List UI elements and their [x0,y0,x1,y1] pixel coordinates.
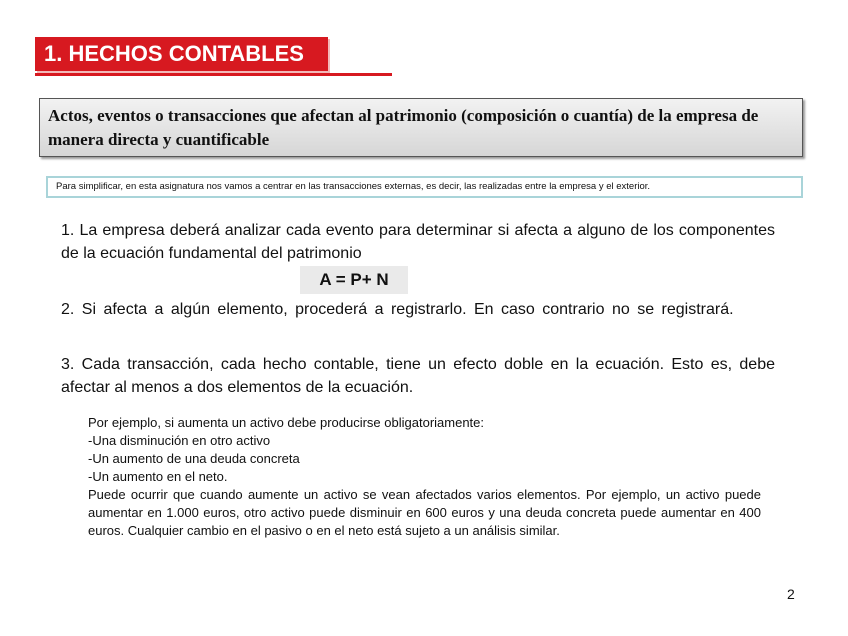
example-intro: Por ejemplo, si aumenta un activo debe producirse obligatoriamente: [88,415,485,430]
page-number: 2 [787,586,795,602]
definition-box: Actos, eventos o transacciones que afectan al patrimonio (composición o cuantía) de la empresa de manera directa y cuantificable [39,98,803,157]
example-item: -Una disminución en otro activo [88,433,271,448]
example-item: -Un aumento de una deuda concreta [88,451,300,466]
point-3: 3. Cada transacción, cada hecho contable, tiene un efecto doble en la ecuación. Esto es, debe afectar al menos a dos elementos de la ecuación. [61,356,775,396]
slide-title: 1. HECHOS CONTABLES [35,37,328,71]
title-underline [35,73,392,76]
equation-formula: A = P+ N [300,266,408,294]
example-conclusion: Puede ocurrir que cuando aumente un activo se vean afectados varios elementos. Por ejemplo, un activo puede aumentar en 1.000 euros, otro activo puede disminuir en 600 euros y una deuda concreta puede aumentar en 400 euros. Cualquier cambio en el pasivo o en el neto está sujeto a un análisis similar. [88,487,761,538]
example-block [88,414,761,540]
point-1: 1. La empresa deberá analizar cada evento para determinar si afecta a alguno de los componentes de la ecuación fundamental del patrimonio [61,222,775,262]
example-item: -Un aumento en el neto. [88,469,228,484]
note-box: Para simplificar, en esta asignatura nos vamos a centrar en las transacciones externas, es decir, las realizadas entre la empresa y el exterior. [46,176,803,198]
point-2: 2. Si afecta a algún elemento, procederá a registrarlo. En caso contrario no se registrará. [61,301,734,318]
